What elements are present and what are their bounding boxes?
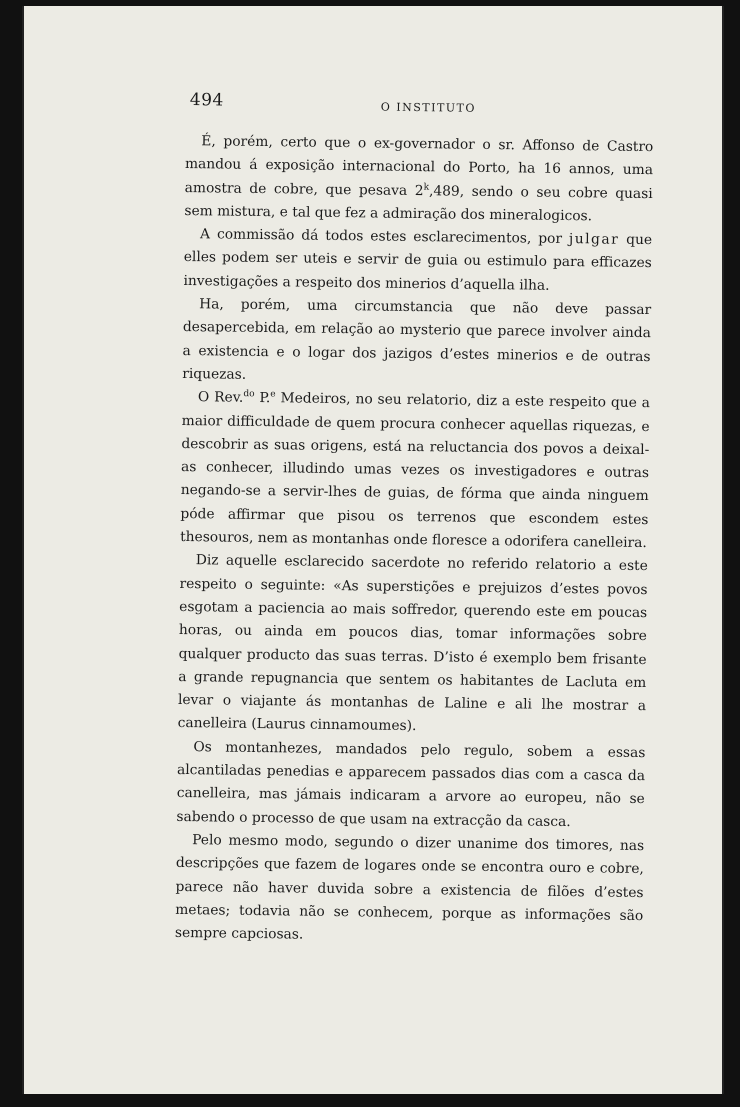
paragraph-6: Os montanhezes, mandados pelo regulo, sobem a essas alcantiladas penedias e apparecem passados dias com a casca da canelleira, mas jámais indicaram a arvore ao europeu, não se sabendo o processo de que usam na extracção da casca. — [176, 738, 646, 830]
paragraph-4 — [180, 386, 650, 555]
paragraph-3: Ha, porém, uma circumstancia que não deve passar desapercebida, em relação ao mysterio que parece involver ainda a existencia e o logar dos jazigos d’estes minerios e de outras riquezas. — [182, 296, 652, 383]
printed-page — [175, 90, 654, 951]
paragraph-2-part-a: A commissão dá todos estes esclarecimentos, por — [200, 226, 570, 248]
paragraph-2 — [183, 223, 652, 299]
paragraph-7: Pelo mesmo modo, segundo o dizer unanime dos timores, nas descripções que fazem de logares onde se encontra ouro e cobre, parece não haver duvida sobre a existencia de filões d’estes metaes; todavia não se conhecem, porque as informações são sempre capciosas. — [174, 832, 645, 943]
paragraph-4-sup-b: e — [270, 389, 276, 400]
paragraph-4-part-b: P. — [254, 390, 271, 407]
paragraph-4-part-c: Medeiros, no seu relatorio, diz a este respeito que a maior difficuldade de quem procura conhecer aquellas riquezas, e descobrir as suas origens, está na reluctancia dos povos a deixal-as conhecer, illudindo umas vezes os investigadores e outras negando-se a servir-lhes de guias, de fórma que ainda ninguem póde affirmar que pisou os terrenos que escondem estes thesouros, nem as montanhas onde floresce a odorifera canelleira. — [180, 390, 651, 552]
paragraph-4-part-a: O Rev. — [197, 389, 244, 407]
paragraph-1 — [184, 130, 653, 229]
scanned-page — [22, 6, 724, 1094]
page-header — [185, 90, 653, 136]
paragraph-1-part-b: ,489, sendo o seu cobre quasi sem mistura, e tal que fez a admiração dos mineralogicos. — [184, 182, 653, 225]
paragraph-2-spaced-word: julgar — [568, 231, 620, 248]
kilogram-superscript: k — [423, 182, 430, 193]
paragraph-2-part-c: que elles podem ser uteis e servir de guia ou estimulo para efficazes investigações a respeito dos minerios d’aquella ilha. — [183, 231, 653, 294]
running-title: O INSTITUTO — [380, 100, 477, 115]
body-text — [175, 130, 654, 951]
paragraph-1-part-a: É, porém, certo que o ex-governador o sr. Affonso de Castro mandou á exposição internacional do Porto, ha 16 annos, uma amostra de cobre, que pesava 2 — [184, 133, 654, 199]
page-number: 494 — [189, 90, 224, 111]
paragraph-5: Diz aquelle esclarecido sacerdote no referido relatorio a este respeito o seguinte: «As superstições e prejuizos d’estes povos esgotam a paciencia ao mais soffredor, querendo este em poucas horas, ou ainda em poucos dias, tomar informações sobre qualquer producto das suas terras. D’isto é exemplo bem frisante a grande repugnancia que sentem os habitantes de Lacluta em levar o viajante ás montanhas de Laline e ali lhe mostrar a canelleira (Laurus cinnamoumes). — [177, 552, 648, 735]
paragraph-4-sup-a: do — [243, 389, 255, 400]
